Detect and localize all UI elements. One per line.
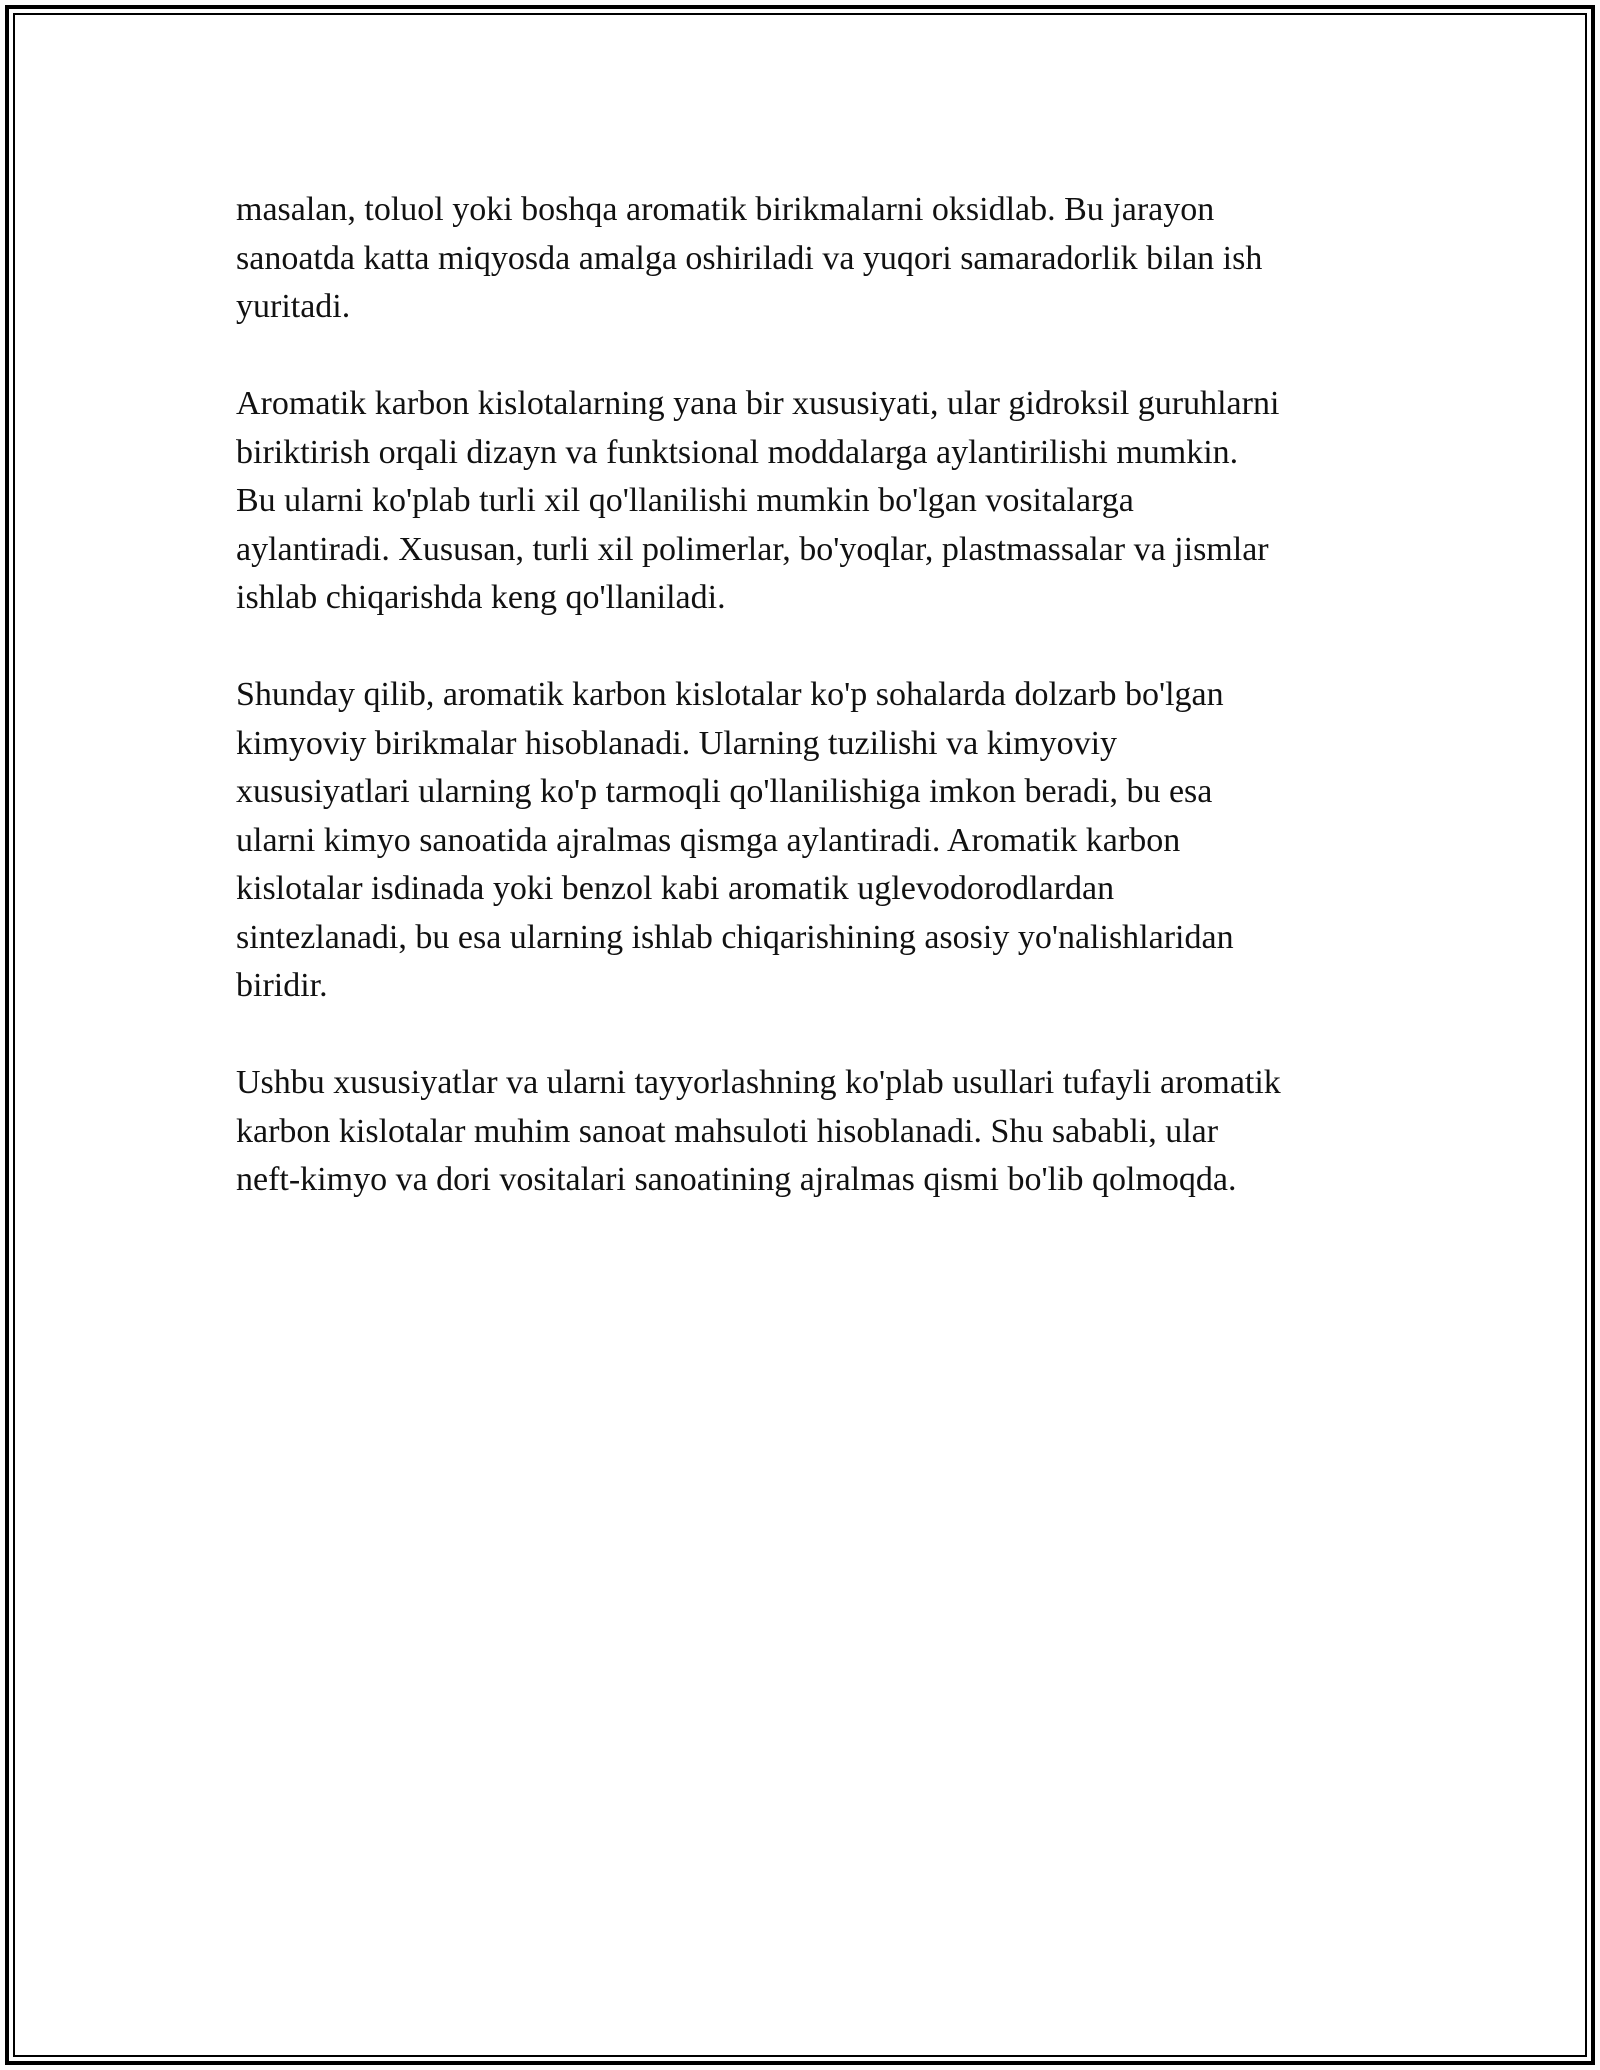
- text-line: Aromatik karbon kislotalarning yana bir xususiyati, ular gidroksil guruhlarni: [236, 385, 1280, 422]
- text-line: xususiyatlari ularning ko'p tarmoqli qo'llanilishiga imkon beradi, bu esa: [236, 773, 1213, 810]
- paragraph-4: [236, 1059, 1376, 1205]
- text-line: sintezlanadi, bu esa ularning ishlab chiqarishining asosiy yo'nalishlaridan: [236, 918, 1234, 956]
- text-line: biriktirish orqali dizayn va funktsional moddalarga aylantirilishi mumkin.: [236, 433, 1239, 471]
- text-line: karbon kislotalar muhim sanoat mahsuloti hisoblanadi. Shu sababli, ular: [236, 1112, 1219, 1150]
- text-line: kimyoviy birikmalar hisoblanadi. Ularning tuzilishi va kimyoviy: [236, 724, 1118, 762]
- text-line: yuritadi.: [236, 288, 351, 325]
- text-line: ularni kimyo sanoatida ajralmas qismga aylantiradi. Aromatik karbon: [236, 821, 1181, 859]
- text-line: kislotalar isdinada yoki benzol kabi aromatik uglevodorodlardan: [236, 870, 1115, 907]
- text-line: Bu ularni ko'plab turli xil qo'llanilishi mumkin bo'lgan vositalarga: [236, 482, 1134, 519]
- text-line: sanoatda katta miqyosda amalga oshiriladi va yuqori samaradorlik bilan ish: [236, 239, 1263, 277]
- paragraph-1: [236, 186, 1376, 332]
- document-body: [236, 186, 1376, 1253]
- text-line: ishlab chiqarishda keng qo'llaniladi.: [236, 579, 726, 616]
- text-line: neft-kimyo va dori vositalari sanoatining ajralmas qismi bo'lib qolmoqda.: [236, 1161, 1237, 1198]
- text-line: masalan, toluol yoki boshqa aromatik birikmalarni oksidlab. Bu jarayon: [236, 191, 1215, 228]
- text-line: Shunday qilib, aromatik karbon kislotalar ko'p sohalarda dolzarb bo'lgan: [236, 676, 1224, 713]
- paragraph-2: [236, 380, 1376, 623]
- text-line: biridir.: [236, 967, 328, 1004]
- paragraph-3: [236, 671, 1376, 1011]
- text-line: aylantiradi. Xususan, turli xil polimerlar, bo'yoqlar, plastmassalar va jismlar: [236, 530, 1269, 568]
- text-line: Ushbu xususiyatlar va ularni tayyorlashning ko'plab usullari tufayli aromatik: [236, 1064, 1281, 1101]
